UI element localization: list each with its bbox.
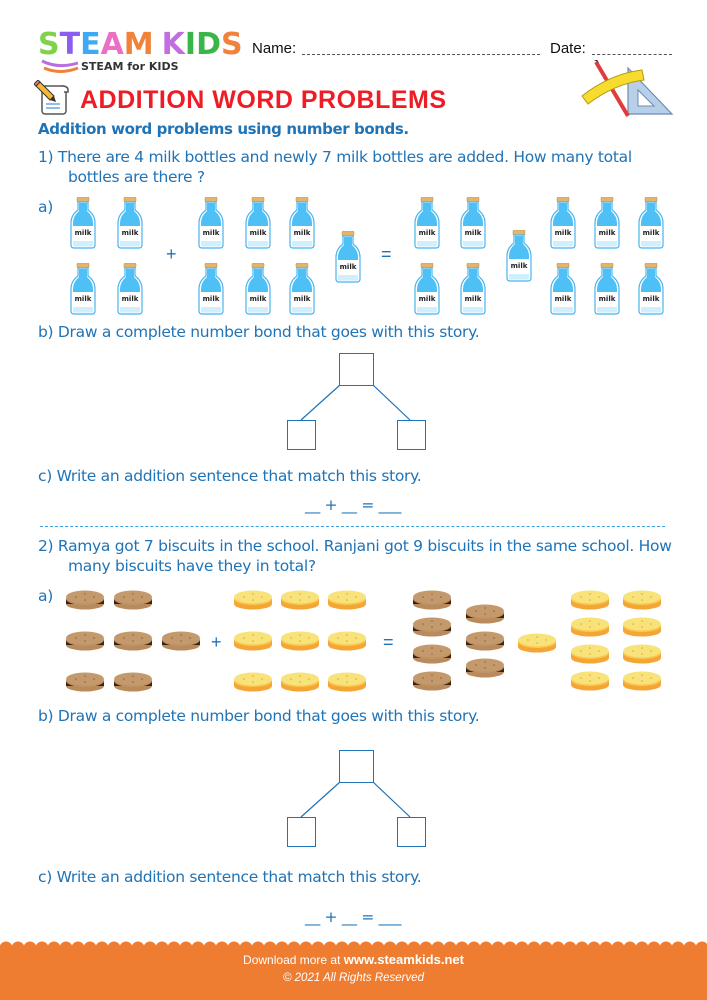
- date-label: Date:: [550, 40, 586, 57]
- name-label: Name:: [252, 40, 297, 57]
- brown-biscuit-icon: [112, 589, 154, 611]
- yellow-biscuit-icon: [569, 643, 611, 665]
- number-bond-whole-box[interactable]: [339, 353, 374, 386]
- logo-letter: D: [196, 27, 221, 62]
- q1-addition-sentence[interactable]: __ + __ = ___: [305, 496, 402, 514]
- milk-bottle-icon: [197, 263, 225, 315]
- q1-part-c-text: c) Write an addition sentence that match this story.: [38, 467, 422, 485]
- milk-bottle-icon: [244, 263, 272, 315]
- logo-tagline: STEAM for KIDS: [81, 60, 179, 73]
- ruler-pencil-set-square-icon: [580, 60, 675, 118]
- steam-kids-logo: [38, 27, 243, 73]
- logo-swoosh-icon: [40, 59, 80, 75]
- milk-bottle-icon: [334, 231, 362, 283]
- milk-bottle-icon: [459, 263, 487, 315]
- number-bond-part-box[interactable]: [287, 817, 316, 847]
- footer-download-line: [0, 952, 707, 967]
- milk-bottle-icon: [69, 197, 97, 249]
- yellow-biscuit-icon: [621, 589, 663, 611]
- milk-bottle-icon: [637, 197, 665, 249]
- brown-biscuit-icon: [112, 630, 154, 652]
- plus-sign: +: [211, 632, 222, 652]
- footer-download-prefix: Download more at: [243, 953, 341, 967]
- footer-url-link[interactable]: www.steamkids.net: [343, 952, 464, 967]
- yellow-biscuit-icon: [569, 616, 611, 638]
- footer: [0, 946, 707, 1000]
- brown-biscuit-icon: [464, 603, 506, 625]
- subtitle: Addition word problems using number bonds.: [38, 120, 409, 138]
- brown-biscuit-icon: [160, 630, 202, 652]
- equals-sign: =: [381, 244, 392, 264]
- brown-biscuit-icon: [411, 643, 453, 665]
- worksheet-pencil-icon: [34, 80, 72, 116]
- logo-letter: E: [80, 27, 101, 62]
- name-field[interactable]: [302, 53, 540, 55]
- page-title: ADDITION WORD PROBLEMS: [80, 86, 447, 114]
- logo-letter: T: [59, 27, 81, 62]
- logo-wordmark: [38, 27, 243, 62]
- milk-bottle-icon: [413, 197, 441, 249]
- yellow-biscuit-icon: [621, 616, 663, 638]
- brown-biscuit-icon: [464, 630, 506, 652]
- q2-part-c-text: c) Write an addition sentence that match this story.: [38, 868, 422, 886]
- yellow-biscuit-icon: [232, 589, 274, 611]
- brown-biscuit-icon: [464, 657, 506, 679]
- logo-letter: K: [161, 27, 185, 62]
- milk-bottle-icon: [549, 197, 577, 249]
- yellow-biscuit-icon: [232, 630, 274, 652]
- brown-biscuit-icon: [411, 589, 453, 611]
- q2-part-b-text: b) Draw a complete number bond that goes with this story.: [38, 707, 480, 725]
- section-divider: [40, 526, 665, 527]
- milk-bottle-icon: [637, 263, 665, 315]
- yellow-biscuit-icon: [516, 632, 558, 654]
- milk-bottle-icon: [505, 230, 533, 282]
- brown-biscuit-icon: [64, 671, 106, 693]
- number-bond-whole-box[interactable]: [339, 750, 374, 783]
- yellow-biscuit-icon: [621, 670, 663, 692]
- question-1-text-line2: bottles are there ?: [68, 168, 205, 186]
- logo-letter: A: [100, 27, 124, 62]
- yellow-biscuit-icon: [569, 589, 611, 611]
- yellow-biscuit-icon: [326, 589, 368, 611]
- footer-scallop-edge: [0, 938, 707, 948]
- yellow-biscuit-icon: [621, 643, 663, 665]
- milk-bottle-icon: [69, 263, 97, 315]
- q1-part-a-label: a): [38, 198, 53, 216]
- date-field[interactable]: [592, 53, 672, 55]
- brown-biscuit-icon: [411, 670, 453, 692]
- yellow-biscuit-icon: [279, 589, 321, 611]
- equals-sign: =: [383, 632, 394, 652]
- question-2-text-line1: 2) Ramya got 7 biscuits in the school. Ranjani got 9 biscuits in the same school. How: [38, 537, 672, 555]
- plus-sign: +: [166, 244, 177, 264]
- logo-letter: S: [220, 27, 243, 62]
- yellow-biscuit-icon: [279, 630, 321, 652]
- brown-biscuit-icon: [64, 589, 106, 611]
- brown-biscuit-icon: [411, 616, 453, 638]
- number-bond-part-box[interactable]: [397, 817, 426, 847]
- footer-copyright: © 2021 All Rights Reserved: [282, 972, 424, 984]
- milk-bottle-icon: [459, 197, 487, 249]
- question-2-text-line2: many biscuits have they in total?: [68, 557, 316, 575]
- logo-letter: M: [123, 27, 154, 62]
- number-bond-part-box[interactable]: [287, 420, 316, 450]
- brown-biscuit-icon: [64, 630, 106, 652]
- number-bond-part-box[interactable]: [397, 420, 426, 450]
- milk-bottle-icon: [116, 197, 144, 249]
- logo-letter: S: [38, 27, 60, 62]
- milk-bottle-icon: [593, 263, 621, 315]
- q1-part-b-text: b) Draw a complete number bond that goes with this story.: [38, 323, 480, 341]
- brown-biscuit-icon: [112, 671, 154, 693]
- yellow-biscuit-icon: [326, 671, 368, 693]
- milk-bottle-icon: [413, 263, 441, 315]
- q2-part-a-label: a): [38, 587, 53, 605]
- milk-bottle-icon: [593, 197, 621, 249]
- milk-bottle-icon: [197, 197, 225, 249]
- yellow-biscuit-icon: [569, 670, 611, 692]
- logo-letter: I: [184, 27, 197, 62]
- logo-letter: [154, 27, 162, 62]
- yellow-biscuit-icon: [232, 671, 274, 693]
- milk-bottle-icon: [244, 197, 272, 249]
- question-1-text-line1: 1) There are 4 milk bottles and newly 7 milk bottles are added. How many total: [38, 148, 632, 166]
- milk-bottle-icon: [549, 263, 577, 315]
- yellow-biscuit-icon: [279, 671, 321, 693]
- milk-bottle-icon: [288, 197, 316, 249]
- q2-addition-sentence[interactable]: __ + __ = ___: [305, 908, 402, 926]
- yellow-biscuit-icon: [326, 630, 368, 652]
- milk-bottle-icon: [116, 263, 144, 315]
- milk-bottle-icon: [288, 263, 316, 315]
